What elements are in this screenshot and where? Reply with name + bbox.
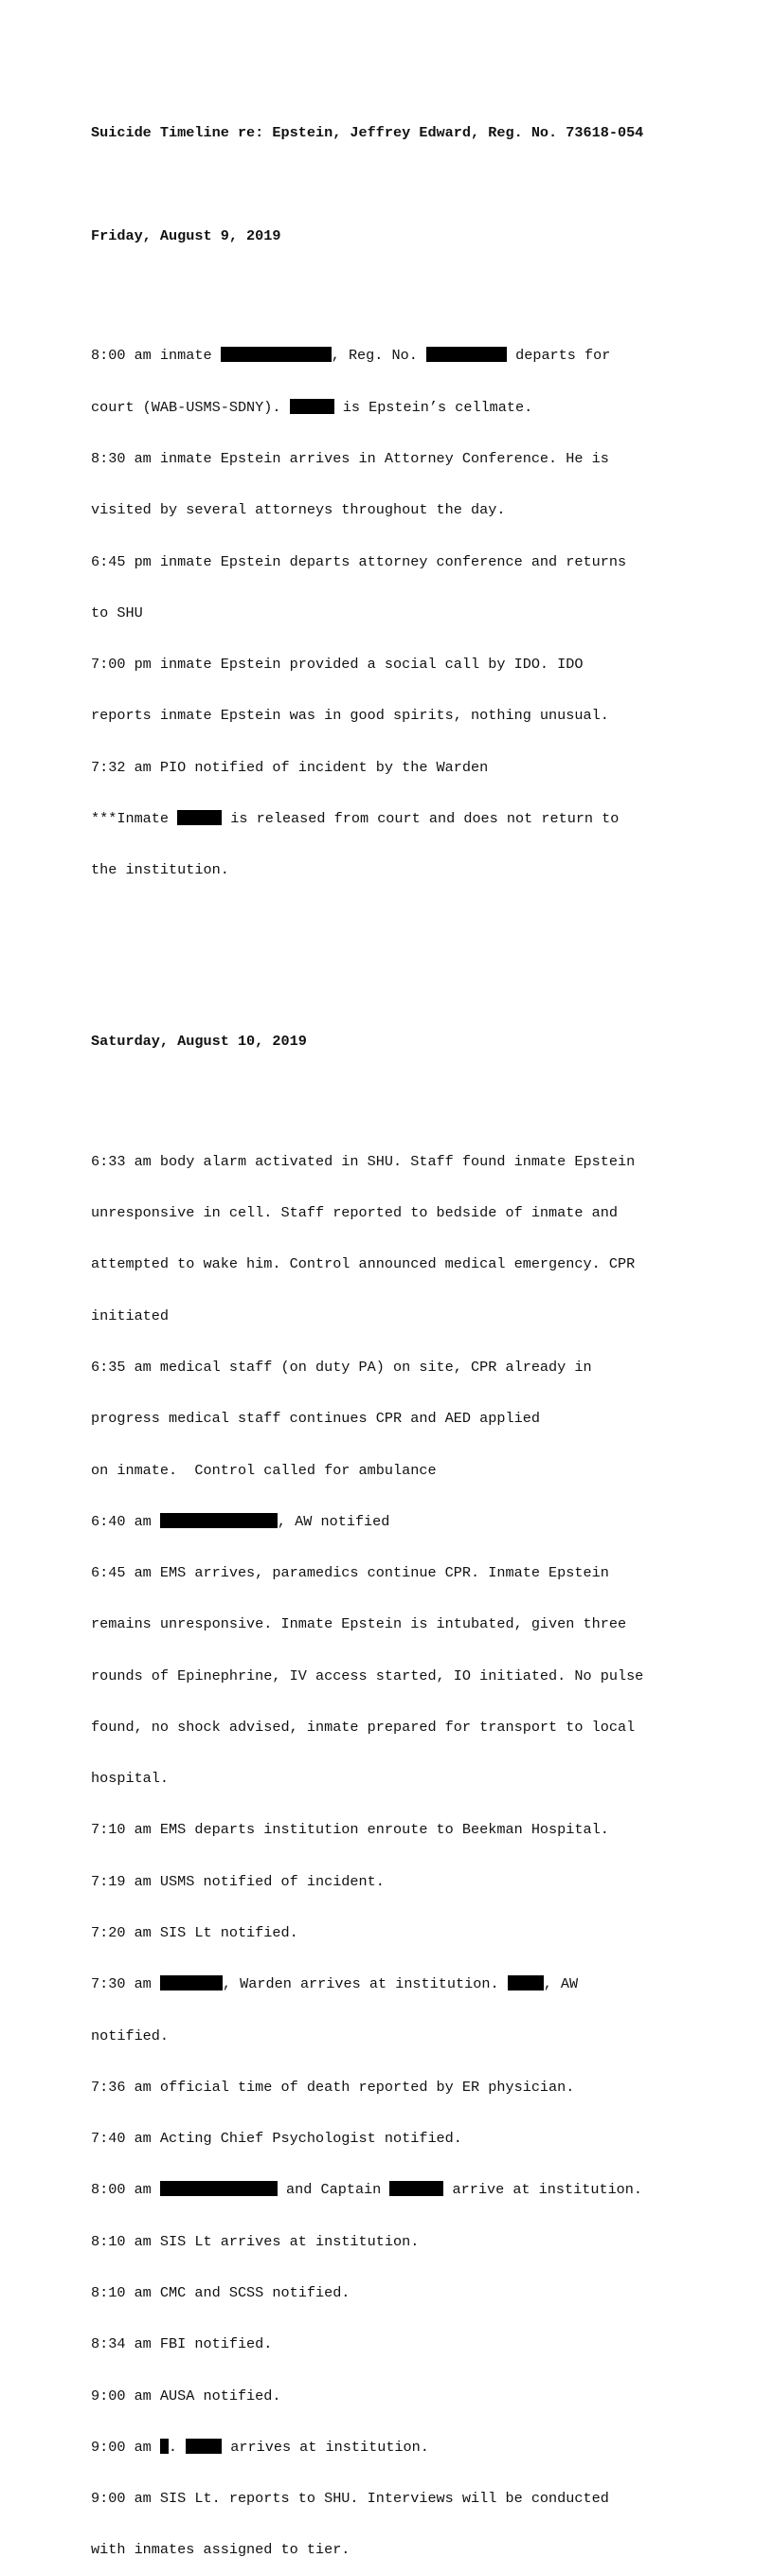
entry-line: visited by several attorneys throughout the day. [91, 501, 506, 519]
entry-line: court (WAB-USMS-SDNY). is Epstein’s cellmate. [91, 398, 533, 416]
entry-line: 8:00 am inmate , Reg. No. departs for [91, 347, 611, 365]
redaction-box [389, 2181, 443, 2196]
entry-line: 6:45 am EMS arrives, paramedics continue CPR. Inmate Epstein [91, 1564, 609, 1582]
entry-line: 9:00 am SIS Lt. reports to SHU. Interviews will be conducted [91, 2490, 609, 2508]
entry-line: ***Inmate is released from court and does not return to [91, 809, 620, 827]
entry-line: 8:34 am FBI notified. [91, 2335, 273, 2353]
document-title: Suicide Timeline re: Epstein, Jeffrey Edward, Reg. No. 73618-054 [91, 124, 644, 142]
entry-line: reports inmate Epstein was in good spirits, nothing unusual. [91, 707, 609, 725]
entry-line: 8:10 am SIS Lt arrives at institution. [91, 2232, 420, 2250]
redaction-box [160, 1975, 223, 1991]
entry-line: 7:32 am PIO notified of incident by the Warden [91, 758, 489, 776]
entry-line: notified. [91, 2027, 170, 2045]
entry-line: 6:40 am , AW notified [91, 1512, 390, 1530]
redaction-box [426, 347, 507, 362]
entry-line: remains unresponsive. Inmate Epstein is intubated, given three [91, 1615, 627, 1633]
entry-line: the institution. [91, 861, 229, 879]
entry-line: 9:00 am . arrives at institution. [91, 2438, 429, 2456]
entry-line: 7:19 am USMS notified of incident. [91, 1872, 385, 1890]
entry-line: 8:30 am inmate Epstein arrives in Attorney Conference. He is [91, 449, 609, 467]
entry-line: rounds of Epinephrine, IV access started, IO initiated. No pulse [91, 1666, 644, 1684]
entry-line: progress medical staff continues CPR and AED applied [91, 1410, 540, 1428]
entry-line: 6:35 am medical staff (on duty PA) on site, CPR already in [91, 1358, 592, 1376]
entry-line: 7:10 am EMS departs institution enroute to Beekman Hospital. [91, 1821, 609, 1839]
redaction-box [160, 1513, 278, 1528]
entry-line: 6:33 am body alarm activated in SHU. Staff found inmate Epstein [91, 1152, 636, 1170]
entry-line: 8:10 am CMC and SCSS notified. [91, 2284, 351, 2301]
entry-line: 7:36 am official time of death reported by ER physician. [91, 2078, 575, 2096]
entry-line: found, no shock advised, inmate prepared for transport to local [91, 1718, 636, 1736]
entry-line: with inmates assigned to tier. [91, 2541, 351, 2559]
redaction-box [160, 2439, 169, 2454]
entry-line: on inmate. Control called for ambulance [91, 1461, 437, 1479]
entry-line: hospital. [91, 1770, 170, 1788]
redaction-box [221, 347, 332, 362]
day-heading-saturday: Saturday, August 10, 2019 [91, 1033, 307, 1051]
entry-line: 9:00 am AUSA notified. [91, 2387, 281, 2405]
redaction-box [290, 399, 334, 414]
entry-line: 7:20 am SIS Lt notified. [91, 1924, 298, 1942]
redaction-box [186, 2439, 222, 2454]
entry-line: 7:30 am , Warden arrives at institution. , AW [91, 1975, 579, 1993]
redaction-box [160, 2181, 278, 2196]
entry-line: attempted to wake him. Control announced medical emergency. CPR [91, 1255, 636, 1273]
entry-line: 6:45 pm inmate Epstein departs attorney conference and returns [91, 552, 627, 570]
entry-line: to SHU [91, 603, 143, 621]
day-heading-friday: Friday, August 9, 2019 [91, 226, 281, 244]
redaction-box [508, 1975, 544, 1991]
entry-line: 8:00 am and Captain arrive at institution. [91, 2181, 643, 2199]
entry-line: 7:40 am Acting Chief Psychologist notified. [91, 2130, 462, 2148]
redaction-box [177, 810, 222, 825]
entry-line: 7:00 pm inmate Epstein provided a social call by IDO. IDO [91, 656, 584, 674]
entry-line: initiated [91, 1306, 170, 1324]
entry-line: unresponsive in cell. Staff reported to bedside of inmate and [91, 1204, 618, 1222]
document-page [91, 90, 697, 2576]
